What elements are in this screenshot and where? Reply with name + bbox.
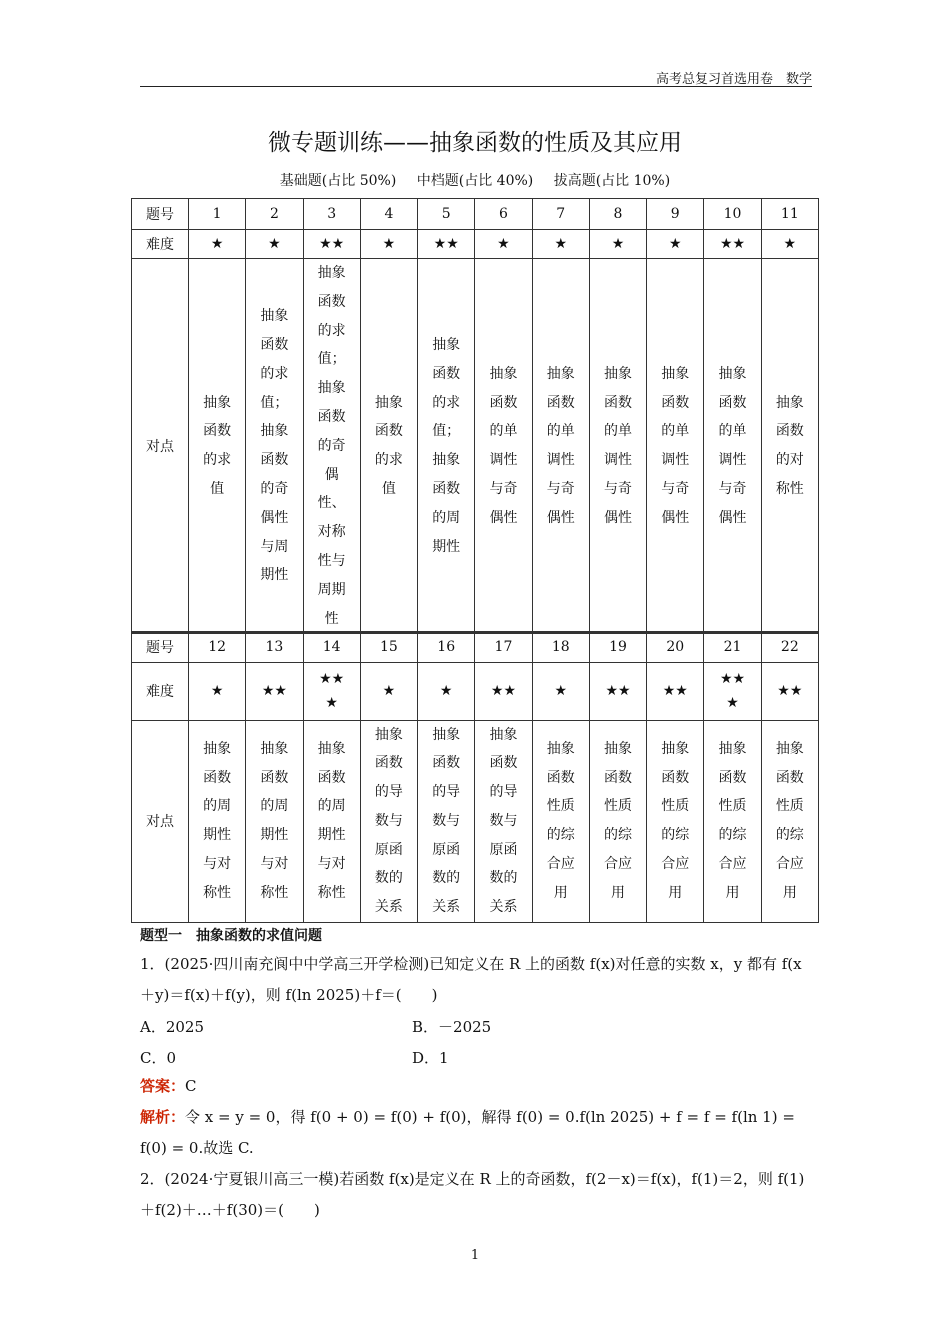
- topic-text: 抽象函数性质的综合应用: [603, 740, 632, 901]
- difficulty-stars: ★: [554, 683, 567, 699]
- topic-text: 抽象函数性质的综合应用: [661, 740, 690, 901]
- difficulty-ratio-line: [0, 170, 950, 190]
- table-cell: 3: [303, 199, 360, 230]
- difficulty-stars: ★★: [662, 683, 688, 699]
- difficulty-stars: ★★: [490, 683, 517, 699]
- topic-text: 抽象函数的求值；抽象函数的周期性: [432, 336, 461, 555]
- hard-ratio: 拔高题(占比 10%): [553, 173, 671, 189]
- q1-option-a: A．2025: [140, 1018, 205, 1036]
- topic-text: 抽象函数的求值；抽象函数的奇偶性与周期性: [260, 308, 289, 584]
- difficulty-stars: ★★: [777, 683, 803, 699]
- q1-answer: [140, 1071, 812, 1102]
- table-row-numbers: [132, 199, 819, 230]
- topic-cell: [704, 720, 761, 923]
- topic-text: 抽象函数的导数与原函数的关系: [489, 726, 518, 916]
- difficulty-stars: ★★: [418, 230, 475, 259]
- topic-cell: [589, 259, 646, 634]
- table-cell: 20: [647, 632, 704, 662]
- table-cell: 2: [246, 199, 303, 230]
- basic-ratio: 基础题(占比 50%): [279, 173, 397, 189]
- topic-text: 抽象函数的单调性与奇偶性: [546, 365, 575, 526]
- q1-analysis: [140, 1102, 812, 1164]
- table-cell: 6: [475, 199, 532, 230]
- table-cell: 17: [475, 632, 532, 662]
- difficulty-stars: ★★: [261, 683, 287, 699]
- difficulty-cell: [589, 662, 646, 720]
- difficulty-stars: ★★: [704, 230, 761, 259]
- page-number: 1: [470, 1248, 480, 1263]
- topic-cell: [589, 720, 646, 923]
- difficulty-stars: ★★★: [319, 671, 345, 711]
- table-cell: 14: [303, 632, 360, 662]
- table-cell: 21: [704, 632, 761, 662]
- topic-text: 抽象函数性质的综合应用: [718, 740, 747, 901]
- topic-cell: [647, 259, 704, 634]
- table-cell: 22: [761, 632, 818, 662]
- topic-cell: [360, 259, 417, 634]
- difficulty-stars: ★: [761, 230, 818, 259]
- table-cell: 18: [532, 632, 589, 662]
- difficulty-cell: [303, 662, 360, 720]
- difficulty-stars: ★: [589, 230, 646, 259]
- analysis-text: 令 x = y = 0，得 f(0 + 0) = f(0) + f(0)，解得 f(0) = 0.f(ln 2025) + f = f = f(ln 1) = f(0) = 0.故选 C.: [140, 1108, 795, 1157]
- difficulty-cell: [360, 662, 417, 720]
- topic-cell: [761, 259, 818, 634]
- difficulty-cell: [647, 662, 704, 720]
- topic-cell: [303, 259, 360, 634]
- q1-option-d: D．1: [412, 1049, 449, 1067]
- page-header: [140, 68, 812, 87]
- topic-text: 抽象函数的单调性与奇偶性: [489, 365, 518, 526]
- difficulty-cell: [418, 662, 475, 720]
- topic-cell: [475, 720, 532, 923]
- table-row-difficulty: [132, 230, 819, 259]
- question-1-stem: 1．(2025·四川南充阆中中学高三开学检测)已知定义在 R 上的函数 f(x)对任意的实数 x，y 都有 f(x＋y)＝f(x)＋f(y)，则 f(ln 2025)＋f＝( ): [140, 955, 802, 1004]
- header-text: 高考总复习首选用卷 数学: [655, 72, 812, 87]
- topic-cell: [532, 720, 589, 923]
- question-table-1: [131, 198, 819, 634]
- topic-cell: [761, 720, 818, 923]
- table-row-difficulty: [132, 662, 819, 720]
- table-cell: 16: [418, 632, 475, 662]
- table-cell: 19: [589, 632, 646, 662]
- topic-text: 抽象函数的单调性与奇偶性: [718, 365, 747, 526]
- difficulty-cell: [532, 662, 589, 720]
- row-label-topic: 对点: [132, 259, 189, 634]
- difficulty-cell: [761, 662, 818, 720]
- table-cell: 11: [761, 199, 818, 230]
- table-row-numbers: [132, 632, 819, 662]
- difficulty-stars: ★: [189, 230, 246, 259]
- topic-cell: [189, 259, 246, 634]
- topic-text: 抽象函数的周期性与对称性: [260, 740, 289, 901]
- analysis-label: 解析：: [140, 1108, 186, 1126]
- page-title: 微专题训练——抽象函数的性质及其应用: [268, 130, 682, 156]
- difficulty-stars: ★: [360, 230, 417, 259]
- table-cell: 12: [189, 632, 246, 662]
- difficulty-stars: ★: [246, 230, 303, 259]
- topic-cell: [418, 720, 475, 923]
- question-2-stem: 2．(2024·宁夏银川高三一模)若函数 f(x)是定义在 R 上的奇函数，f(2－x)＝f(x)，f(1)＝2，则 f(1)＋f(2)＋…＋f(30)＝( ): [140, 1170, 805, 1219]
- table-cell: 9: [647, 199, 704, 230]
- row-label-number: 题号: [132, 199, 189, 230]
- row-label-difficulty: 难度: [132, 662, 189, 720]
- topic-text: 抽象函数的导数与原函数的关系: [432, 726, 461, 916]
- topic-cell: [360, 720, 417, 923]
- table-cell: 15: [360, 632, 417, 662]
- difficulty-stars: ★: [532, 230, 589, 259]
- medium-ratio: 中档题(占比 40%): [416, 173, 534, 189]
- difficulty-stars: ★: [382, 683, 396, 699]
- topic-cell: [246, 259, 303, 634]
- topic-cell: [189, 720, 246, 923]
- difficulty-stars: ★: [475, 230, 532, 259]
- table-cell: 5: [418, 199, 475, 230]
- topic-text: 抽象函数的周期性与对称性: [203, 740, 232, 901]
- topic-text: 抽象函数性质的综合应用: [775, 740, 804, 901]
- row-label-number: 题号: [132, 632, 189, 662]
- topic-text: 抽象函数的单调性与奇偶性: [603, 365, 632, 526]
- topic-cell: [303, 720, 360, 923]
- topic-text: 抽象函数的求值: [203, 394, 232, 497]
- topic-cell: [647, 720, 704, 923]
- difficulty-stars: ★: [439, 683, 453, 699]
- difficulty-cell: [246, 662, 303, 720]
- table-cell: 4: [360, 199, 417, 230]
- topic-cell: [246, 720, 303, 923]
- topic-text: 抽象函数的单调性与奇偶性: [661, 365, 690, 526]
- table-cell: 1: [189, 199, 246, 230]
- table-cell: 13: [246, 632, 303, 662]
- difficulty-stars: ★: [210, 683, 224, 699]
- table-row-topics: [132, 259, 819, 634]
- topic-cell: [418, 259, 475, 634]
- section-title: 题型一 抽象函数的求值问题: [140, 928, 322, 944]
- topic-text: 抽象函数的对称性: [775, 394, 804, 497]
- topic-cell: [532, 259, 589, 634]
- difficulty-stars: ★★: [605, 683, 631, 699]
- table-cell: 8: [589, 199, 646, 230]
- difficulty-cell: [475, 662, 532, 720]
- topic-cell: [704, 259, 761, 634]
- topic-text: 抽象函数的求值；抽象函数的奇偶性、对称性与周期性: [317, 265, 346, 627]
- topic-cell: [475, 259, 532, 634]
- answer-label: 答案：: [140, 1077, 186, 1095]
- table-cell: 7: [532, 199, 589, 230]
- topic-text: 抽象函数的导数与原函数的关系: [374, 726, 403, 916]
- difficulty-cell: [704, 662, 761, 720]
- difficulty-stars: ★★: [303, 230, 360, 259]
- answer-value: C: [185, 1077, 197, 1095]
- row-label-difficulty: 难度: [132, 230, 189, 259]
- table-row-topics: [132, 720, 819, 923]
- row-label-topic: 对点: [132, 720, 189, 923]
- difficulty-cell: [189, 662, 246, 720]
- topic-text: 抽象函数性质的综合应用: [546, 740, 575, 901]
- topic-text: 抽象函数的周期性与对称性: [317, 740, 346, 901]
- difficulty-stars: ★: [647, 230, 704, 259]
- question-table-2: [131, 631, 819, 923]
- table-cell: 10: [704, 199, 761, 230]
- topic-text: 抽象函数的求值: [374, 394, 403, 497]
- q1-option-b: B．－2025: [412, 1018, 492, 1036]
- q1-option-c: C．0: [140, 1049, 177, 1067]
- difficulty-stars: ★★★: [719, 671, 746, 711]
